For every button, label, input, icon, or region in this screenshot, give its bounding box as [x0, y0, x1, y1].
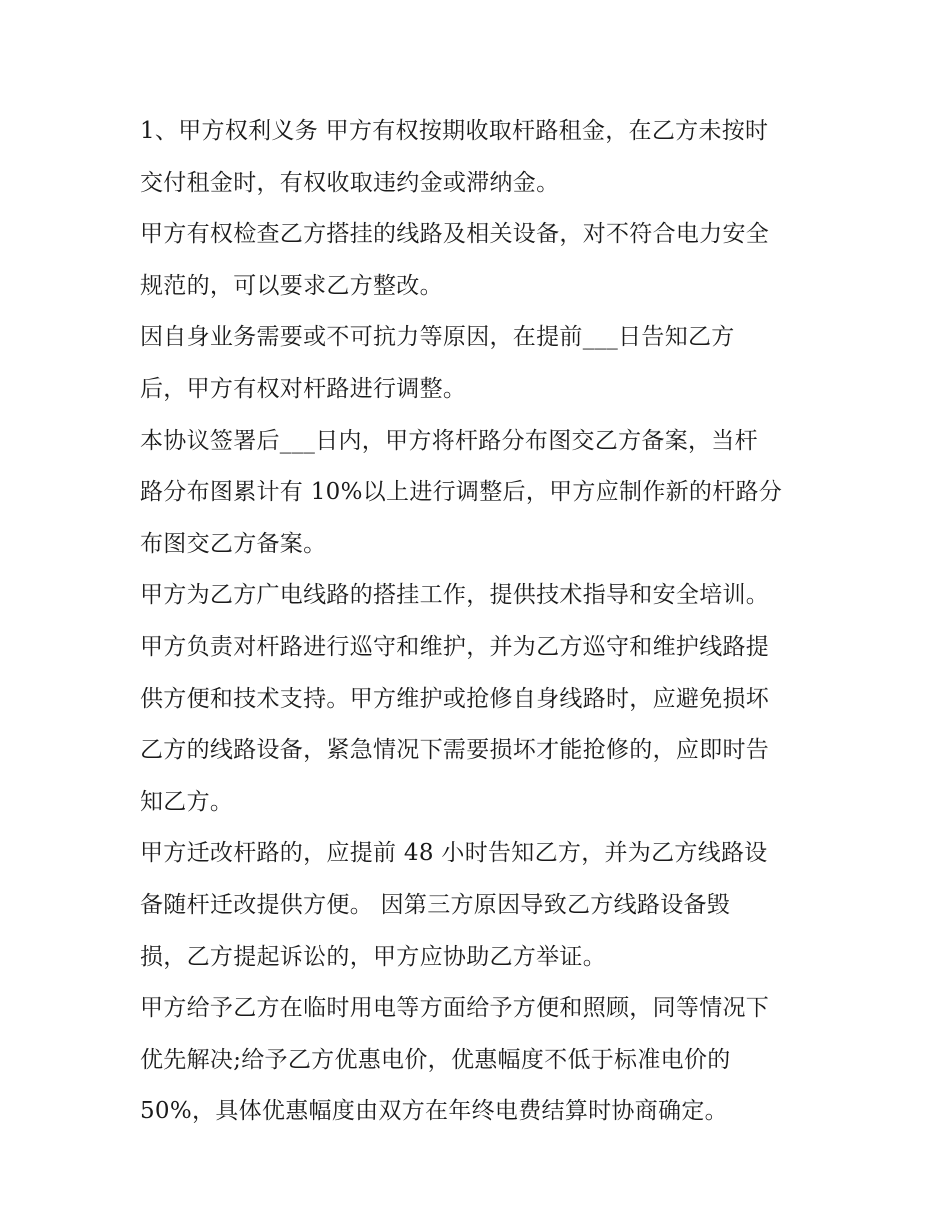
text-line: 后，甲方有权对杆路进行调整。: [140, 375, 467, 402]
text-line: 甲方负责对杆路进行巡守和维护，并为乙方巡守和维护线路提: [140, 633, 770, 660]
text-line: 甲方迁改杆路的，应提前 48 小时告知乙方，并为乙方线路设: [140, 840, 768, 867]
text-line: 1、甲方权利义务 甲方有权按期收取杆路租金，在乙方未按时: [140, 118, 769, 144]
text-line: 甲方为乙方广电线路的搭挂工作，提供技术指导和安全培训。: [140, 582, 770, 609]
text-line: 损，乙方提起诉讼的，甲方应协助乙方举证。: [140, 943, 606, 970]
text-line: 甲方给予乙方在临时用电等方面给予方便和照顾，同等情况下: [140, 995, 770, 1022]
text-line: 规范的，可以要求乙方整改。: [140, 272, 443, 299]
text-line: 甲方有权检查乙方搭挂的线路及相关设备，对不符合电力安全: [140, 221, 770, 248]
document-body: [140, 106, 820, 1138]
text-line: 路分布图累计有 10%以上进行调整后，甲方应制作新的杆路分: [140, 479, 783, 506]
text-line: 布图交乙方备案。: [140, 530, 327, 557]
text-line: 因自身业务需要或不可抗力等原因，在提前___日告知乙方: [140, 324, 735, 351]
text-line: 知乙方。: [140, 788, 234, 815]
text-line: 备随杆迁改提供方便。 因第三方原因导致乙方线路设备毁: [140, 891, 731, 918]
text-line: 交付租金时，有权收取违约金或滞纳金。: [140, 169, 560, 196]
text-line: 50%，具体优惠幅度由双方在年终电费结算时协商确定。: [140, 1098, 728, 1125]
text-line: 乙方的线路设备，紧急情况下需要损坏才能抢修的，应即时告: [140, 737, 770, 764]
text-line: 供方便和技术支持。甲方维护或抢修自身线路时，应避免损坏: [140, 685, 770, 712]
text-line: 本协议签署后___日内，甲方将杆路分布图交乙方备案，当杆: [140, 427, 758, 454]
text-line: 优先解决;给予乙方优惠电价，优惠幅度不低于标准电价的: [140, 1046, 731, 1073]
